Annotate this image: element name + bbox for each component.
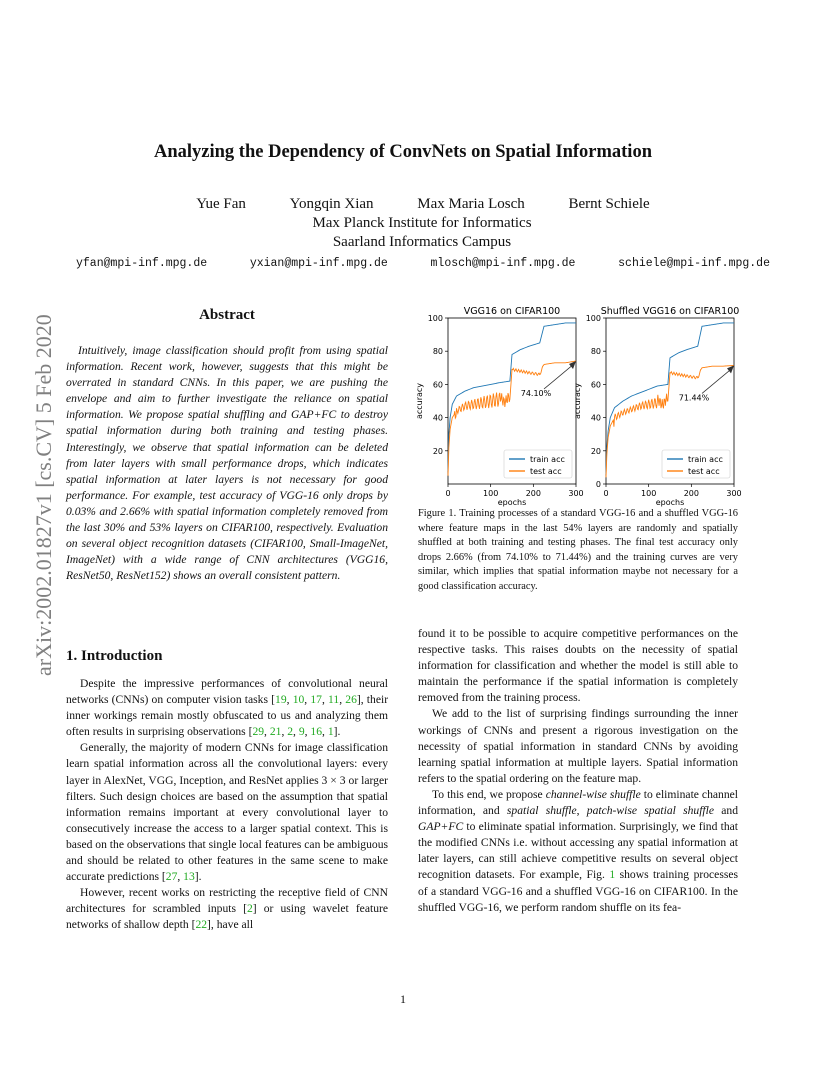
y-tick-label: 100 (427, 314, 443, 323)
y-tick-label: 60 (432, 380, 443, 390)
section-heading: 1. Introduction (66, 648, 163, 664)
y-tick-label: 100 (585, 314, 601, 323)
x-tick-label: 300 (568, 489, 584, 498)
citation-link[interactable]: 1 (327, 725, 334, 739)
legend-label: test acc (688, 467, 720, 476)
annotation-arrow (702, 368, 732, 393)
legend-label: test acc (530, 467, 562, 476)
abstract-text: Intuitively, image classification should profit from using spatial information. Recent work, however, suggests that this might be overrated in standard CNNs. In this paper, we are pushing the envelope and aim to further investigate the reliance on spatial information. We propose spatial shuffling and GAP+FC to destroy spatial information during both training and testing phases. Interestingly, we observe that spatial information can be deleted from later layers with small performance drops, which indicates spatial information at later layers is not necessary for good performance. For example, test accuracy of VGG-16 only drops by 0.03% and 2.66% with spatial information completely removed from the last 30% and 53% layers on CIFAR100, respectively. Evaluation on several object recognition datasets (CIFAR100, Small-ImageNet, ImageNet) with a wide range of CNN architectures (VGG16, ResNet50, ResNet152) shows an overall consistent pattern. (66, 344, 388, 583)
citation-link[interactable]: 29 (252, 725, 265, 739)
x-tick-label: 100 (641, 489, 657, 498)
citation-link[interactable]: 17 (310, 693, 322, 707)
email-list (76, 257, 770, 270)
x-tick-label: 0 (445, 489, 451, 498)
affiliation-line: Saarland Informatics Campus (332, 234, 512, 250)
author-name: Yongqin Xian (289, 196, 374, 212)
x-axis-label: epochs (655, 498, 685, 507)
chart-title: Shuffled VGG16 on CIFAR100 (600, 306, 740, 317)
citation-link[interactable]: 2 (287, 725, 294, 739)
x-tick-label: 100 (483, 489, 499, 498)
citation-link[interactable]: 26 (345, 693, 357, 707)
arxiv-id: arXiv:2002.01827v1 [cs.CV] 5 Feb 2020 (31, 314, 56, 676)
paragraph: To this end, we propose channel-wise shuffle to eliminate channel information, and spatial shuffle, patch-wise spatial shuffle and GAP+FC to eliminate spatial information. Surprisingly, we find that the modified CNNs i.e. without accessing any spatial information at later layers, can still achieve competitive results on several object recognition datasets. For example, Fig. 1 shows training processes of a standard VGG-16 and a shuffled VGG-16 on CIFAR100. In the shuffled VGG-16, we perform random shuffle on its fea- (418, 787, 738, 914)
paragraph: Despite the impressive performances of convolutional neural networks (CNNs) on computer vision tasks [19, 10, 17, 11, 26], their inner workings remain mostly obfuscated to us and analyzing them often results in surprising observations [29, 21, 2, 9, 16, 1]. (66, 677, 389, 739)
citation-link[interactable]: 9 (298, 725, 305, 739)
arxiv-stamp (14, 292, 56, 676)
email: mlosch@mpi-inf.mpg.de (430, 257, 576, 270)
author-name: Bernt Schiele (568, 196, 650, 212)
x-axis-label: epochs (497, 498, 527, 507)
paragraph: We add to the list of surprising findings surrounding the inner workings of CNNs and present a rigorous investigation on the necessity of spatial information in standard CNNs by avoiding learning spatial information at multiple layers. Spatial information refers to the spatial ordering on the feature map. (418, 707, 738, 785)
annotation-arrow (544, 364, 574, 389)
citation-link[interactable]: 11 (328, 693, 340, 707)
citation-link[interactable]: 10 (292, 693, 305, 707)
citation-link[interactable]: 22 (195, 918, 208, 932)
citation-link[interactable]: 2 (246, 902, 253, 916)
y-tick-label: 80 (590, 347, 601, 357)
paragraph: However, recent works on restricting the receptive field of CNN architectures for scrambled inputs [2] or using wavelet feature networks of shallow depth [22], have all (66, 886, 389, 932)
y-axis-label: accuracy (415, 382, 424, 420)
intro-text (66, 676, 388, 934)
abstract-heading: Abstract (199, 307, 255, 323)
x-tick-label: 0 (603, 489, 609, 498)
y-tick-label: 0 (595, 480, 601, 489)
y-tick-label: 80 (432, 347, 443, 357)
paragraph: found it to be possible to acquire competitive performances on the respective tasks. This raises doubts on the necessity of spatial information for classification and whether the model is still able to maintain the performance if the spatial information is completely removed from the training process. (418, 627, 738, 705)
annotation-label: 71.44% (678, 393, 710, 403)
author-name: Max Maria Losch (417, 196, 525, 212)
figure-1-charts (400, 300, 752, 510)
figure-caption: Figure 1. Training processes of a standard VGG-16 and a shuffled VGG-16 where feature maps in the last 54% layers are randomly and spatially shuffled at both training and testing phases. The final test accuracy only drops 2.66% (from 74.10% to 71.44%) and the training curves are very similar, which implies that spatial information maybe not necessary for a good classification accuracy. (418, 508, 738, 592)
paragraph: Generally, the majority of modern CNNs for image classification learn spatial information across all the convolutional layers: every layer in AlexNet, VGG, Inception, and ResNet applies 3 × 3 or larger filters. Such design choices are based on the assumption that spatial information remains important at every convolutional layer to consecutively increase the access to a larger spatial context. This is based on the observations that single local features can be ambiguous and should be related to other features in the same scene to make accurate predictions [27, 13]. (66, 741, 388, 884)
page-number: 1 (400, 992, 406, 1006)
y-tick-label: 40 (432, 413, 443, 423)
citation-link[interactable]: 13 (183, 870, 195, 884)
citation-link[interactable]: 16 (310, 725, 323, 739)
paper-title: Analyzing the Dependency of ConvNets on Spatial Information (154, 142, 652, 162)
y-tick-label: 60 (590, 380, 601, 390)
y-axis-label: accuracy (573, 382, 582, 420)
author-list (0, 196, 828, 213)
legend-label: train acc (688, 455, 723, 464)
series-line-train-acc (448, 323, 576, 471)
author-name: Yue Fan (196, 196, 246, 212)
citation-link[interactable]: 27 (165, 870, 178, 884)
legend-label: train acc (530, 455, 565, 464)
email: yfan@mpi-inf.mpg.de (76, 257, 208, 270)
y-tick-label: 20 (432, 446, 443, 456)
right-column-text (418, 626, 738, 916)
y-tick-label: 20 (590, 446, 601, 456)
x-tick-label: 200 (525, 489, 541, 498)
x-tick-label: 300 (726, 489, 742, 498)
y-tick-label: 40 (590, 413, 601, 423)
citation-link[interactable]: 19 (275, 693, 287, 707)
affiliation-line: Max Planck Institute for Informatics (312, 215, 532, 231)
annotation-label: 74.10% (520, 388, 552, 398)
x-tick-label: 200 (683, 489, 699, 498)
figure-link[interactable]: 1 (609, 868, 616, 882)
email: schiele@mpi-inf.mpg.de (618, 257, 770, 270)
chart-title: VGG16 on CIFAR100 (463, 306, 561, 317)
citation-link[interactable]: 21 (269, 725, 282, 739)
email: yxian@mpi-inf.mpg.de (249, 257, 388, 270)
